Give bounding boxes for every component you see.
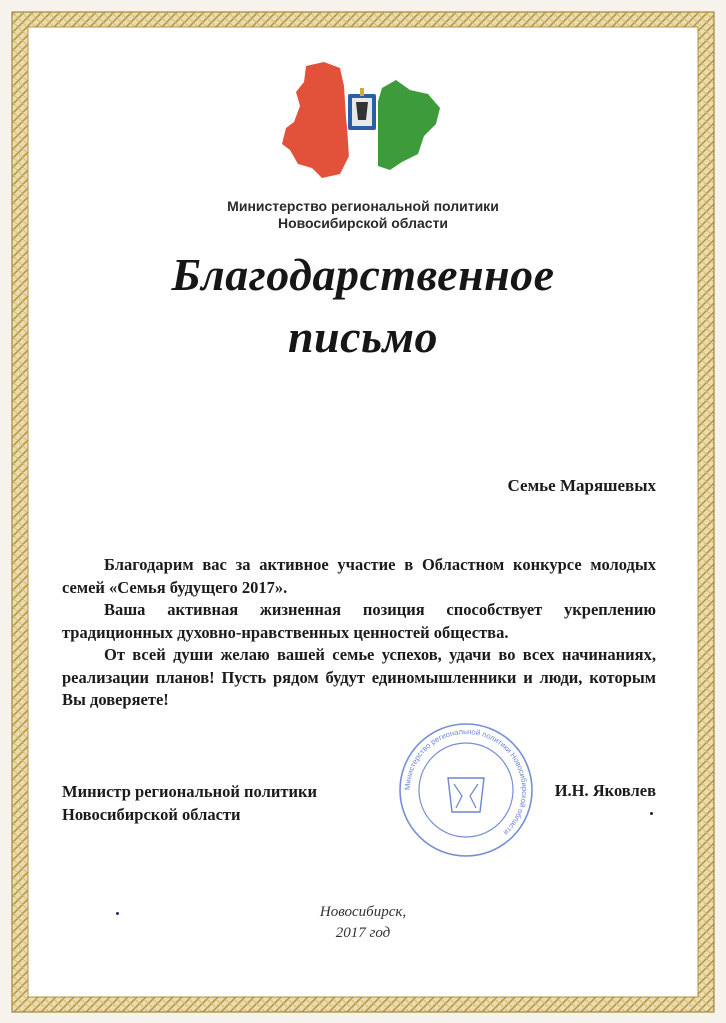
region-emblem-icon	[278, 58, 446, 182]
document-title-line1: Благодарственное	[171, 249, 555, 300]
document-title-line2: письмо	[287, 311, 439, 362]
footer-year: 2017 год	[335, 925, 391, 941]
body-paragraph-1: Благодарим вас за активное участие в Областном конкурсе молодых семей «Семья будущего 2017».	[62, 555, 656, 597]
body-paragraph-3: От всей души желаю вашей семье успехов, удачи во всех начинаниях, реализации планов! Пусть рядом будут единомышленники и люди, которым Вы доверяете!	[62, 645, 656, 709]
svg-text:Министерство региональной поли: Министерство региональной политики Новосибирской области	[402, 726, 530, 838]
signatory-position-line1: Министр региональной политики	[62, 782, 317, 801]
footer-city: Новосибирск,	[319, 904, 407, 920]
ink-dot	[650, 812, 653, 815]
body-paragraph-2: Ваша активная жизненная позиция способствует укреплению традиционных духовно-нравственных ценностей общества.	[62, 600, 656, 642]
letter-body	[62, 554, 656, 712]
ink-dot	[116, 912, 119, 915]
official-seal-icon	[396, 720, 536, 860]
ministry-name-line1: Министерство региональной политики	[227, 198, 499, 214]
signatory-position-line2: Новосибирской области	[62, 804, 241, 824]
ministry-name-line2: Новосибирской области	[277, 215, 449, 231]
recipient-name: Семье Маряшевых	[507, 476, 656, 495]
signatory-name: И.Н. Яковлев	[554, 781, 656, 800]
